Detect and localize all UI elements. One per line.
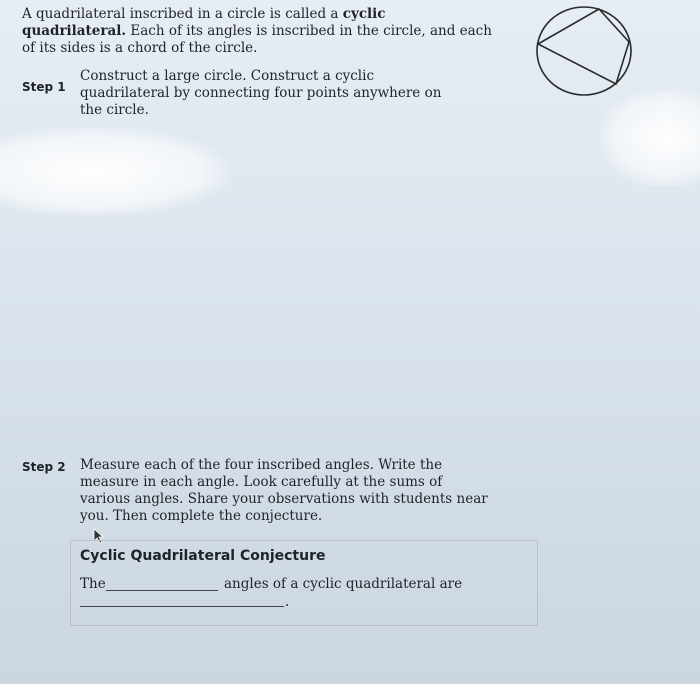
intro-paragraph [22,6,492,57]
conjecture-text-start: The [80,576,106,592]
step1-text: Construct a large circle. Construct a cyclic quadrilateral by connecting four points anywhere on the circle. [80,68,442,118]
conjecture-period: . [285,594,290,610]
light-glare [0,128,230,216]
step1-label: Step 1 [22,80,66,94]
intro-text-after: Each of its angles is inscribed in the circle, and each of its sides is a chord of the circle. [22,23,492,56]
conjecture-title: Cyclic Quadrilateral Conjecture [80,548,326,564]
step2-text: Measure each of the four inscribed angles. Write the measure in each angle. Look carefully at the sums of various angles. Share your observations with students near you. Then complete the conjecture. [80,457,488,524]
intro-text-before: A quadrilateral inscribed in a circle is called a [22,6,343,22]
conjecture-blank-2[interactable] [80,606,284,607]
light-glare [600,90,700,186]
conjecture-text-middle: angles of a cyclic quadrilateral are [224,576,463,592]
step2-label: Step 2 [22,460,66,474]
conjecture-blank-1[interactable] [106,590,218,591]
intro-term: cyclic quadrilateral. [22,6,386,39]
circle-with-inscribed-quadrilateral-icon [532,2,636,100]
